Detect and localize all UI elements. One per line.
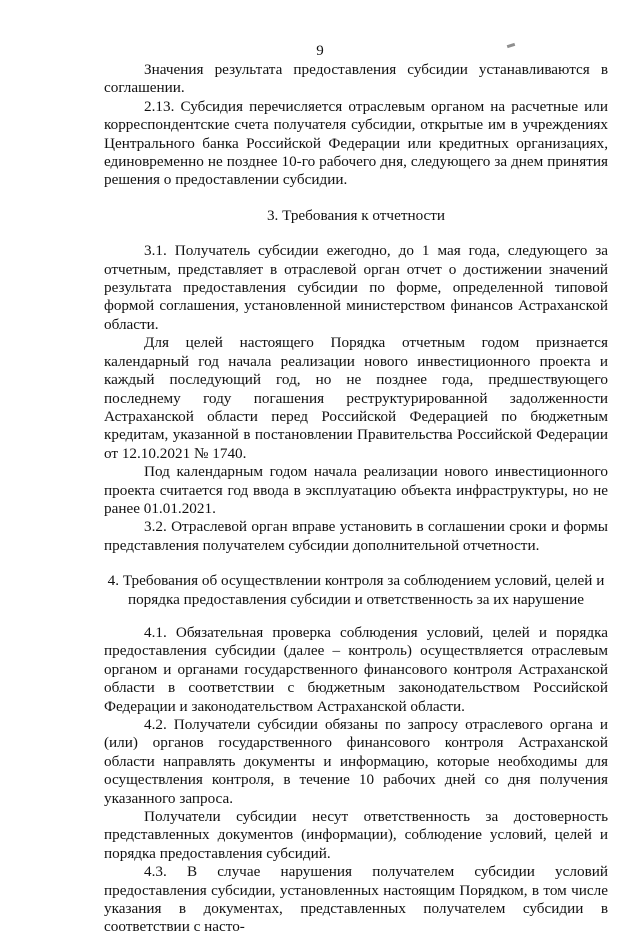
paragraph-calendar-year: Под календарным годом начала реализации нового инвестиционного проекта считается год ввода в эксплуатацию объекта инфраструктуры, но не ранее 01.01.2021. — [104, 463, 608, 517]
section-4-title-line-1: 4. Требования об осуществлении контроля за соблюдением условий, целей и — [107, 572, 605, 590]
paragraph-3-2: 3.2. Отраслевой орган вправе установить в соглашении сроки и формы представления получателем субсидии дополнительной отчетности. — [104, 518, 608, 554]
section-3-title: 3. Требования к отчетности — [266, 206, 446, 224]
paragraph-2-13: 2.13. Субсидия перечисляется отраслевым органом на расчетные или корреспондентские счета получателя субсидии, открытые им в учреждениях Центрального банка Российской Федерации или кредитных организациях, единовременно не позднее 10-го рабочего дня, следующего за днем принятия решения о предоставлении субсидии. — [104, 97, 608, 189]
paragraph-responsibility: Получатели субсидии несут ответственность за достоверность представленных документов (информации), соблюдение условий, целей и порядка предоставления субсидий. — [104, 808, 608, 862]
page-number: 9 — [316, 43, 324, 59]
paragraph-3-1: 3.1. Получатель субсидии ежегодно, до 1 мая года, следующего за отчетным, представляет в отраслевой орган отчет о достижении значений результата предоставления субсидии по форме, определенной типовой формой соглашения, установленной министерством финансов Астраханской области. — [104, 242, 608, 333]
spacer — [104, 555, 608, 572]
paragraph-4-2: 4.2. Получатели субсидии обязаны по запросу отраслевого органа и (или) органов государственного финансового контроля Астраханской области направлять документы и информацию, которые необходимы для осуществления контроля, в течение 10 рабочих дней со дня получения указанного запроса. — [104, 716, 608, 807]
paragraph-4-1: 4.1. Обязательная проверка соблюдения условий, целей и порядка предоставления субсидии (далее – контроль) осуществляется отраслевым органом и органами государственного финансового контроля Астраханской области в соответствии с бюджетным законодательством Российской Федерации и законодательством Астраханской области. — [104, 623, 608, 715]
spacer — [104, 190, 608, 207]
spacer — [104, 225, 608, 242]
spacer — [104, 609, 608, 624]
section-4-title-line-2: порядка предоставления субсидии и ответственность за их нарушение — [127, 590, 585, 608]
paragraph-reporting-year: Для целей настоящего Порядка отчетным годом признается календарный год начала реализации нового инвестиционного проекта и каждый последующий год, но не позднее года, предшествующего последнему году погашения реструктурированной задолженности Астраханской области перед Российской Федерацией по бюджетным кредитам, указанной в постановлении Правительства Российской Федерации от 12.10.2021 № 1740. — [104, 334, 608, 462]
paragraph-4-3: 4.3. В случае нарушения получателем субсидии условий предоставления субсидии, установленных настоящим Порядком, в том числе указания в документах, представленных получателем субсидии в соответствии с насто- — [104, 863, 608, 936]
document-body — [104, 61, 608, 937]
section-4-title — [104, 572, 608, 609]
paragraph-result-values: Значения результата предоставления субсидии устанавливаются в соглашении. — [104, 61, 608, 97]
